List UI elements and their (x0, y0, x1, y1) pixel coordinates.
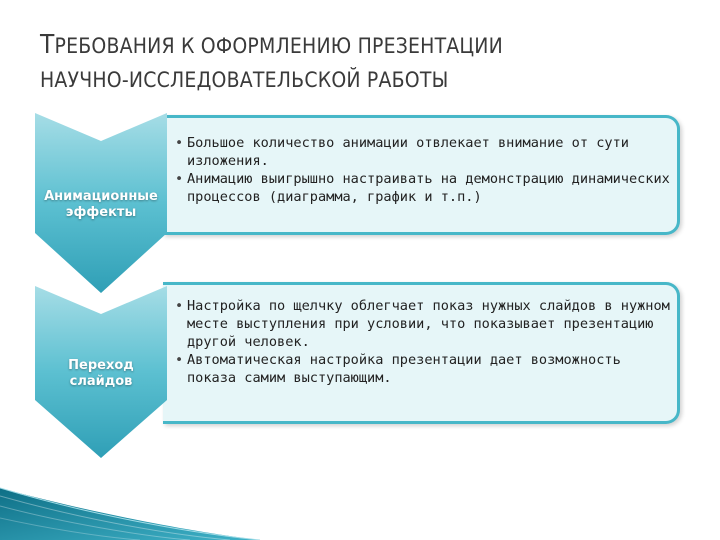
title-line-2: НАУЧНО-ИССЛЕДОВАТЕЛЬСКОЙ РАБОТЫ (40, 68, 449, 92)
section-2-label: Переход слайдов (68, 358, 134, 389)
title-line-1: ТРЕБОВАНИЯ К ОФОРМЛЕНИЮ ПРЕЗЕНТАЦИИ (40, 30, 503, 60)
section-slide-transition (0, 286, 720, 458)
section-2-bullet-2: • Автоматическая настройка презентации дает возможность показа самим выступающим. (175, 351, 671, 387)
section-1-label: Анимационные эффекты (44, 189, 158, 220)
section-1-bullet-1: • Большое количество анимации отвлекает внимание от сути изложения. (175, 134, 671, 170)
section-2-panel (163, 282, 680, 424)
section-animation-effects (0, 113, 720, 293)
section-2-bullet-1: • Настройка по щелчку облегчает показ нужных слайдов в нужном месте выступления при условии, что показывает презентацию другой человек. (175, 297, 671, 351)
section-1-panel (163, 115, 680, 235)
decorative-swoosh (0, 440, 260, 540)
section-1-chevron (35, 113, 167, 293)
page-title (40, 28, 700, 97)
section-2-chevron (35, 286, 167, 458)
section-1-bullet-2: • Анимацию выигрышно настраивать на демонстрацию динамических процессов (диаграмма, график и т.п.) (175, 170, 671, 206)
